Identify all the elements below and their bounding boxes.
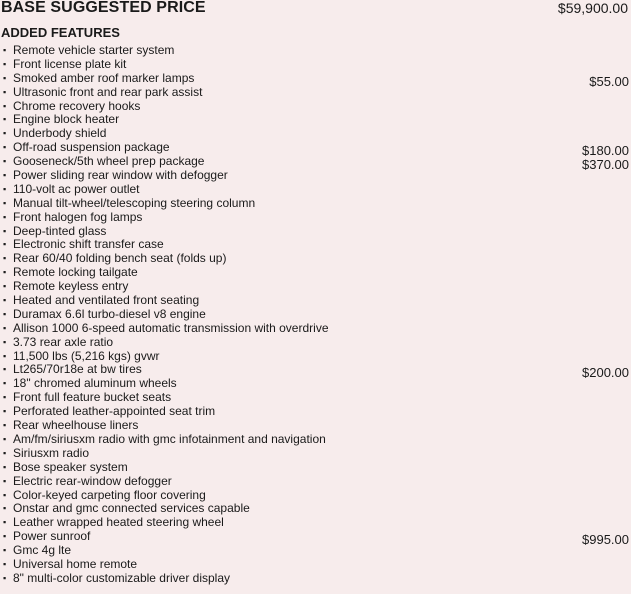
bullet-icon: ▪ (3, 100, 7, 111)
feature-label: Lt265/70r18e at bw tires (13, 362, 142, 377)
feature-label: Smoked amber roof marker lamps (13, 70, 195, 85)
feature-label: Allison 1000 6-speed automatic transmission with overdrive (13, 320, 329, 335)
list-item (3, 321, 629, 335)
bullet-icon: ▪ (3, 433, 7, 444)
bullet-icon: ▪ (3, 308, 7, 319)
bullet-icon: ▪ (3, 503, 7, 514)
bullet-icon: ▪ (3, 211, 7, 222)
bullet-icon: ▪ (3, 545, 7, 556)
bullet-icon: ▪ (3, 420, 7, 431)
feature-label: Heated and ventilated front seating (13, 293, 200, 308)
feature-label: Remote keyless entry (13, 279, 129, 294)
list-item (3, 112, 629, 126)
feature-label: Front license plate kit (13, 56, 127, 71)
list-item (3, 43, 629, 57)
list-item (3, 196, 629, 210)
list-item (3, 126, 629, 140)
bullet-icon: ▪ (3, 183, 7, 194)
list-item (3, 154, 629, 173)
list-item (3, 404, 629, 418)
feature-label: Electric rear-window defogger (13, 473, 172, 488)
list-item (3, 474, 629, 488)
bullet-icon: ▪ (3, 267, 7, 278)
feature-label: Deep-tinted glass (13, 223, 107, 238)
feature-label: Front full feature bucket seats (13, 390, 172, 405)
feature-label: Power sunroof (13, 529, 91, 544)
list-item (3, 140, 629, 159)
section-title: ADDED FEATURES (1, 25, 120, 40)
feature-label: Front halogen fog lamps (13, 209, 143, 224)
list-item (3, 279, 629, 293)
list-item (3, 390, 629, 404)
feature-label: Manual tilt-wheel/telescoping steering column (13, 195, 256, 210)
feature-label: 18" chromed aluminum wheels (13, 376, 177, 391)
list-item (3, 70, 629, 89)
list-item (3, 460, 629, 474)
list-item (3, 182, 629, 196)
feature-label: Onstar and gmc connected services capable (13, 501, 250, 516)
feature-label: Remote locking tailgate (13, 265, 138, 280)
list-item (3, 362, 629, 381)
feature-label: Universal home remote (13, 556, 138, 571)
feature-label: Leather wrapped heated steering wheel (13, 515, 224, 530)
feature-label: 3.73 rear axle ratio (13, 334, 114, 349)
bullet-icon: ▪ (3, 156, 7, 167)
bullet-icon: ▪ (3, 461, 7, 472)
list-item (3, 85, 629, 99)
bullet-icon: ▪ (3, 142, 7, 153)
bullet-icon: ▪ (3, 72, 7, 83)
feature-label: Siriusxm radio (13, 445, 90, 460)
bullet-icon: ▪ (3, 86, 7, 97)
feature-label: Electronic shift transfer case (13, 237, 164, 252)
page-title: BASE SUGGESTED PRICE (1, 0, 206, 16)
list-item (3, 543, 629, 557)
bullet-icon: ▪ (3, 392, 7, 403)
feature-label: Remote vehicle starter system (13, 43, 175, 57)
feature-label: Ultrasonic front and rear park assist (13, 84, 203, 99)
list-item (3, 57, 629, 71)
list-item (3, 99, 629, 113)
list-item (3, 446, 629, 460)
bullet-icon: ▪ (3, 350, 7, 361)
bullet-icon: ▪ (3, 58, 7, 69)
feature-label: Underbody shield (13, 126, 107, 141)
list-item (3, 293, 629, 307)
list-item (3, 515, 629, 529)
feature-label: Color-keyed carpeting floor covering (13, 487, 206, 502)
list-item (3, 557, 629, 571)
feature-label: Rear 60/40 folding bench seat (folds up) (13, 251, 227, 266)
bullet-icon: ▪ (3, 531, 7, 542)
bullet-icon: ▪ (3, 128, 7, 139)
list-item (3, 418, 629, 432)
list-item (3, 376, 629, 390)
bullet-icon: ▪ (3, 239, 7, 250)
bullet-icon: ▪ (3, 336, 7, 347)
feature-price: $180.00 (582, 143, 629, 159)
bullet-icon: ▪ (3, 558, 7, 569)
feature-label: 8" multi-color customizable driver display (13, 570, 231, 585)
feature-label: 11,500 lbs (5,216 kgs) gvwr (13, 348, 160, 363)
list-item (3, 210, 629, 224)
base-price: $59,900.00 (557, 0, 628, 16)
bullet-icon: ▪ (3, 447, 7, 458)
list-item (3, 237, 629, 251)
bullet-icon: ▪ (3, 197, 7, 208)
bullet-icon: ▪ (3, 517, 7, 528)
feature-label: Rear wheelhouse liners (13, 418, 139, 433)
feature-list (3, 43, 629, 585)
bullet-icon: ▪ (3, 45, 7, 55)
feature-label: Engine block heater (13, 112, 120, 127)
bullet-icon: ▪ (3, 322, 7, 333)
bullet-icon: ▪ (3, 170, 7, 181)
bullet-icon: ▪ (3, 406, 7, 417)
list-item (3, 349, 629, 363)
feature-label: Bose speaker system (13, 459, 128, 474)
list-item (3, 251, 629, 265)
list-item (3, 432, 629, 446)
list-item (3, 335, 629, 349)
list-item (3, 265, 629, 279)
bullet-icon: ▪ (3, 475, 7, 486)
feature-label: Duramax 6.6l turbo-diesel v8 engine (13, 306, 206, 321)
bullet-icon: ▪ (3, 295, 7, 306)
bullet-icon: ▪ (3, 572, 7, 583)
bullet-icon: ▪ (3, 281, 7, 292)
feature-price: $995.00 (582, 532, 629, 548)
bullet-icon: ▪ (3, 253, 7, 264)
list-item (3, 488, 629, 502)
list-item (3, 224, 629, 238)
feature-label: 110-volt ac power outlet (13, 181, 140, 196)
feature-label: Chrome recovery hooks (13, 98, 141, 113)
list-item (3, 307, 629, 321)
bullet-icon: ▪ (3, 364, 7, 375)
feature-price: $370.00 (582, 157, 629, 173)
feature-price: $200.00 (582, 365, 629, 381)
feature-label: Gooseneck/5th wheel prep package (13, 154, 205, 169)
list-item (3, 571, 629, 585)
feature-label: Perforated leather-appointed seat trim (13, 404, 216, 419)
feature-label: Off-road suspension package (13, 140, 170, 155)
bullet-icon: ▪ (3, 225, 7, 236)
feature-label: Power sliding rear window with defogger (13, 168, 228, 183)
bullet-icon: ▪ (3, 114, 7, 125)
list-item (3, 529, 629, 548)
bullet-icon: ▪ (3, 489, 7, 500)
list-item (3, 168, 629, 182)
feature-label: Gmc 4g lte (13, 543, 72, 558)
feature-price: $55.00 (589, 73, 629, 89)
list-item (3, 501, 629, 515)
bullet-icon: ▪ (3, 378, 7, 389)
feature-label: Am/fm/siriusxm radio with gmc infotainment and navigation (13, 431, 326, 446)
